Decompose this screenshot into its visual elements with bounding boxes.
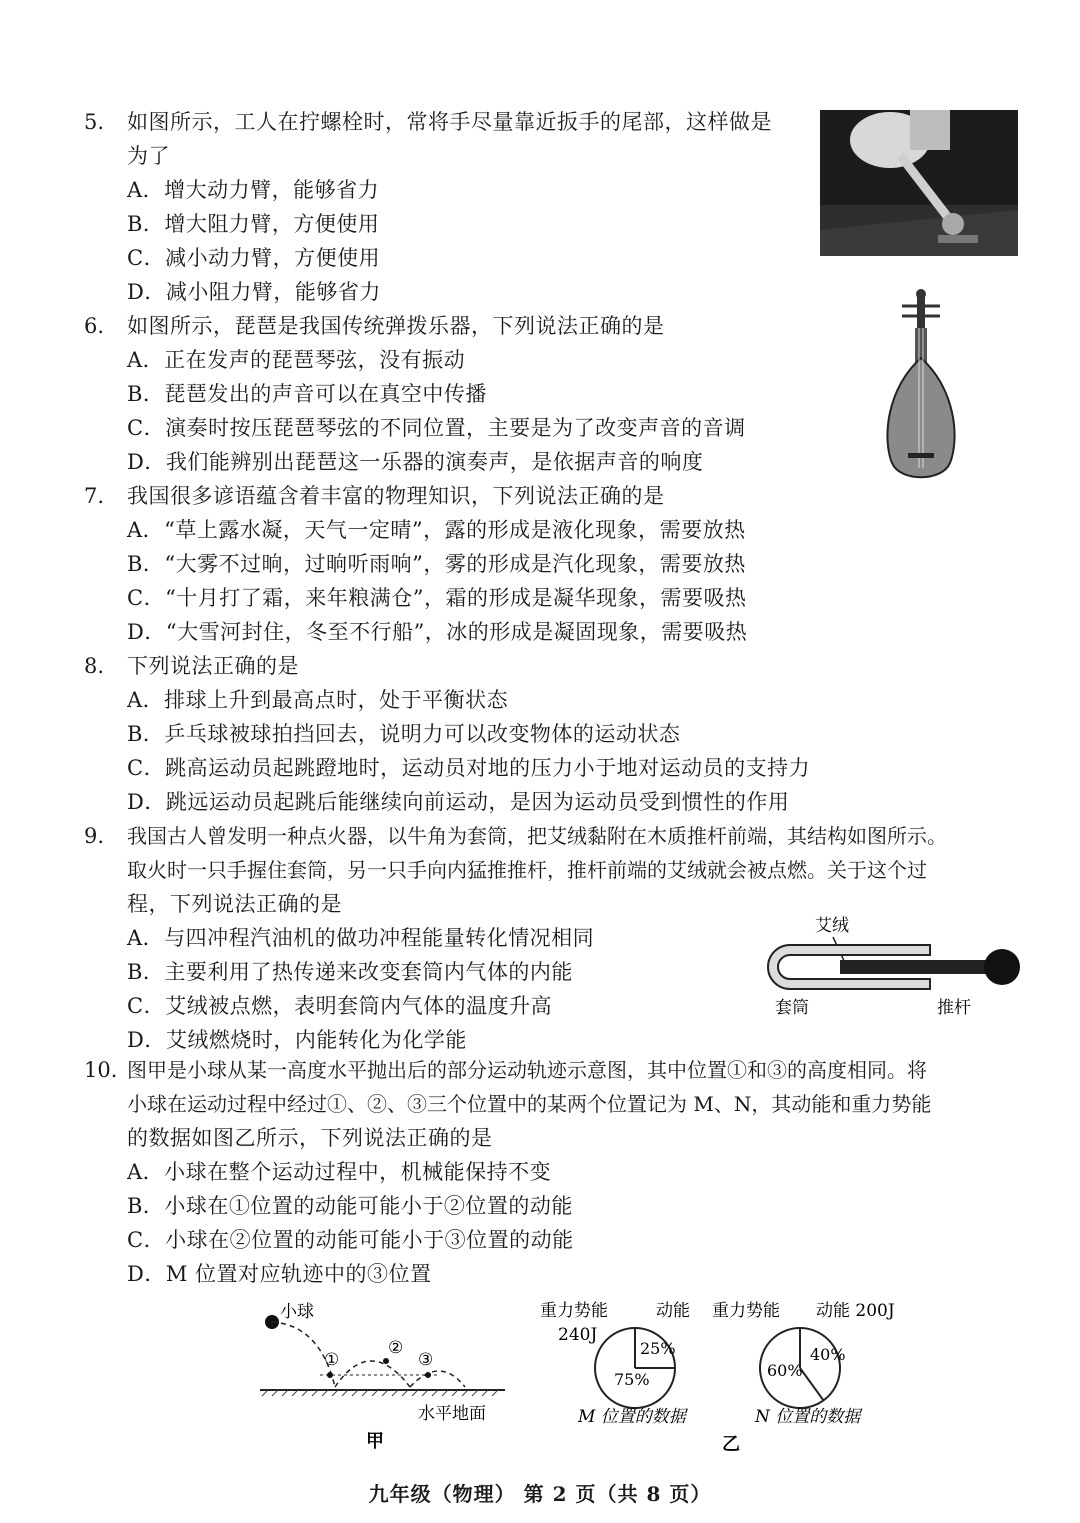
option-c: C．跳高运动员起跳蹬地时，运动员对地的压力小于地对运动员的支持力 <box>127 756 811 780</box>
question-stem: 小球在运动过程中经过①、②、③三个位置中的某两个位置记为 M、N，其动能和重力势能 <box>127 1092 932 1116</box>
wrench-photo <box>820 110 1018 256</box>
option-d: D．M 位置对应轨迹中的③位置 <box>127 1262 432 1286</box>
position-1-label: ① <box>324 1350 340 1370</box>
option-b: B．“大雾不过晌，过晌听雨响”，雾的形成是汽化现象，需要放热 <box>127 552 746 576</box>
pipa-image <box>880 288 962 486</box>
n-ke-pct: 40% <box>810 1345 846 1364</box>
m-ke-label: 动能 <box>656 1301 690 1321</box>
question-number: 6. <box>84 314 105 338</box>
option-c: C．演奏时按压琵琶琴弦的不同位置，主要是为了改变声音的音调 <box>127 416 746 440</box>
n-title: N 位置的数据 <box>755 1407 861 1427</box>
m-title: M 位置的数据 <box>578 1407 686 1427</box>
question-stem: 图甲是小球从某一高度水平抛出后的部分运动轨迹示意图，其中位置①和③的高度相同。将 <box>127 1058 927 1082</box>
question-stem: 为了 <box>127 144 170 168</box>
option-d: D．“大雪河封住，冬至不行船”，冰的形成是凝固现象，需要吸热 <box>127 620 748 644</box>
option-d: D．减小阻力臂，能够省力 <box>127 280 381 304</box>
m-pe-pct: 75% <box>614 1370 650 1389</box>
option-a: A．“草上露水凝，天气一定晴”，露的形成是液化现象，需要放热 <box>127 518 746 542</box>
question-stem: 下列说法正确的是 <box>127 654 299 678</box>
option-a: A．小球在整个运动过程中，机械能保持不变 <box>127 1160 552 1184</box>
option-b: B．主要利用了热传递来改变套筒内气体的内能 <box>127 960 573 984</box>
question-stem: 如图所示，琵琶是我国传统弹拨乐器，下列说法正确的是 <box>127 314 665 338</box>
question-stem: 程，下列说法正确的是 <box>127 892 342 916</box>
question-stem: 取火时一只手握住套筒，另一只手向内猛推推杆，推杆前端的艾绒就会被点燃。关于这个过 <box>127 858 927 882</box>
figure-caption: 甲 <box>366 1431 384 1452</box>
option-a: A．排球上升到最高点时，处于平衡状态 <box>127 688 509 712</box>
option-b: B．琵琶发出的声音可以在真空中传播 <box>127 382 487 406</box>
position-2-label: ② <box>388 1338 404 1358</box>
question-stem: 的数据如图乙所示，下列说法正确的是 <box>127 1126 493 1150</box>
moxa-label: 艾绒 <box>815 916 849 936</box>
option-a: A．增大动力臂，能够省力 <box>127 178 380 202</box>
option-a: A．与四冲程汽油机的做功冲程能量转化情况相同 <box>127 926 595 950</box>
fire-piston-diagram <box>755 905 1030 1020</box>
position-3-label: ③ <box>418 1350 434 1370</box>
sleeve-label: 套筒 <box>775 998 809 1018</box>
option-c: C．减小动力臂，方便使用 <box>127 246 381 270</box>
question-stem: 我国古人曾发明一种点火器，以牛角为套筒，把艾绒黏附在木质推杆前端，其结构如图所示。 <box>127 824 947 848</box>
question-number: 8. <box>84 654 105 678</box>
trajectory-figure <box>250 1295 510 1455</box>
ball-label: 小球 <box>280 1302 314 1322</box>
option-c: C．“十月打了霜，来年粮满仓”，霜的形成是凝华现象，需要吸热 <box>127 586 747 610</box>
option-c: C．艾绒被点燃，表明套筒内气体的温度升高 <box>127 994 553 1018</box>
ground-label: 水平地面 <box>418 1404 486 1424</box>
m-pe-value: 240J <box>558 1325 598 1345</box>
question-stem: 如图所示，工人在拧螺栓时，常将手尽量靠近扳手的尾部，这样做是 <box>127 110 772 134</box>
option-d: D．艾绒燃烧时，内能转化为化学能 <box>127 1028 467 1052</box>
option-c: C．小球在②位置的动能可能小于③位置的动能 <box>127 1228 574 1252</box>
m-ke-pct: 25% <box>640 1339 676 1358</box>
question-stem: 我国很多谚语蕴含着丰富的物理知识，下列说法正确的是 <box>127 484 665 508</box>
option-d: D．跳远运动员起跳后能继续向前运动，是因为运动员受到惯性的作用 <box>127 790 790 814</box>
n-pe-pct: 60% <box>767 1361 803 1380</box>
question-number: 5. <box>84 110 105 134</box>
page-footer: 九年级（物理） 第 2 页（共 8 页） <box>368 1482 712 1506</box>
figure-caption: 乙 <box>722 1434 740 1455</box>
m-pe-label: 重力势能 <box>540 1301 608 1321</box>
question-number: 9. <box>84 824 105 848</box>
n-ke-label: 动能 200J <box>816 1301 895 1321</box>
energy-pie-figure <box>530 1290 910 1460</box>
piston-label: 推杆 <box>937 998 971 1018</box>
option-b: B．增大阻力臂，方便使用 <box>127 212 380 236</box>
option-a: A．正在发声的琵琶琴弦，没有振动 <box>127 348 466 372</box>
option-d: D．我们能辨别出琵琶这一乐器的演奏声，是依据声音的响度 <box>127 450 704 474</box>
option-b: B．乒乓球被球拍挡回去，说明力可以改变物体的运动状态 <box>127 722 681 746</box>
question-number: 10. <box>84 1058 118 1082</box>
n-pie-slice-divider <box>800 1368 824 1400</box>
question-number: 7. <box>84 484 105 508</box>
n-pe-label: 重力势能 <box>712 1301 780 1321</box>
option-b: B．小球在①位置的动能可能小于②位置的动能 <box>127 1194 573 1218</box>
